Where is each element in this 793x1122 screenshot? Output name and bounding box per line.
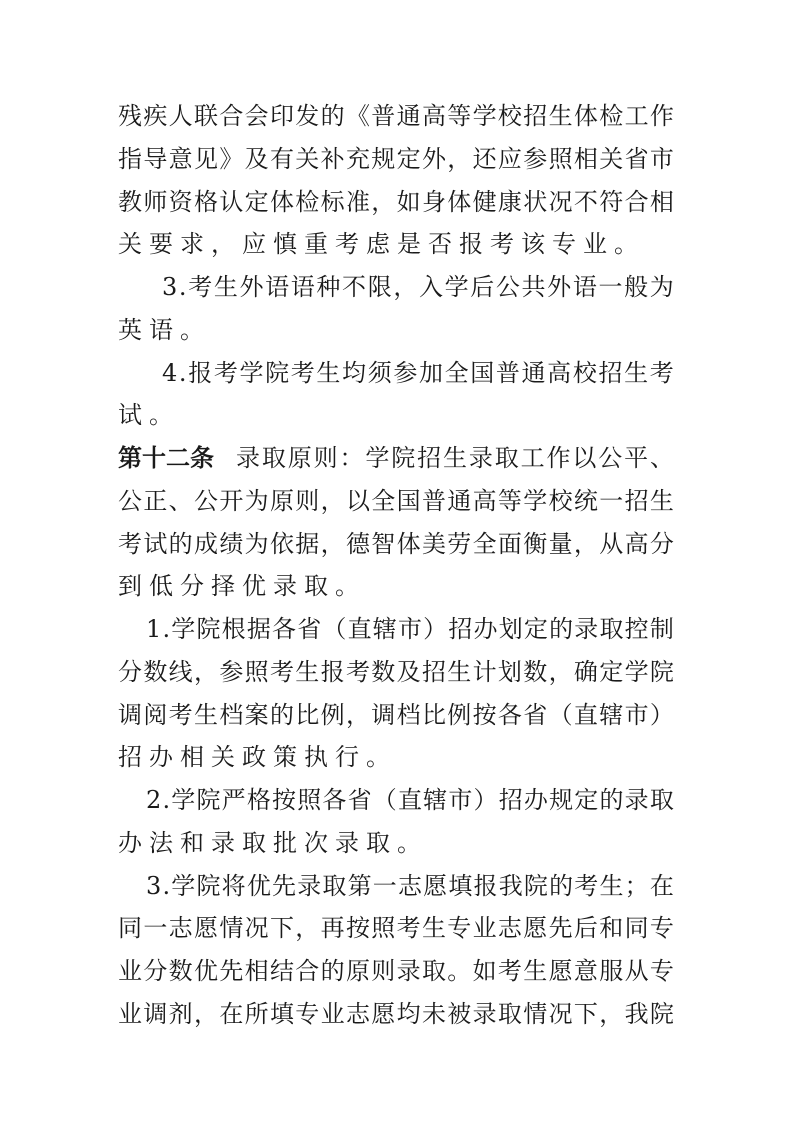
text-line: 3 . 学 院 将 优 先 录 取 第 一 志 愿 填 报 我 院 的 考 生 ； 在 xyxy=(146,872,674,900)
text-line: 教 师 资 格 认 定 体 检 标 准 ， 如 身 体 健 康 状 况 不 符 合 相 xyxy=(118,188,674,216)
text-line: 同 一 志 愿 情 况 下 ， 再 按 照 考 生 专 业 志 愿 先 后 和 同 专 xyxy=(118,914,674,942)
text-line: 公 正 、 公 开 为 原 则 ， 以 全 国 普 通 高 等 学 校 统 一 招 生 xyxy=(118,487,674,515)
text-line: 考 试 的 成 绩 为 依 据 ， 德 智 体 美 劳 全 面 衡 量 ， 从 高 分 xyxy=(118,530,674,558)
article-heading: 第十二条 xyxy=(118,444,214,472)
article-line xyxy=(118,436,674,480)
text-line: 试 。 xyxy=(118,401,180,429)
text-line: 1 . 学 院 根 据 各 省 （ 直 辖 市 ） 招 办 划 定 的 录 取 控 制 xyxy=(146,615,674,643)
text-line: 办 法 和 录 取 批 次 录 取 。 xyxy=(118,829,428,857)
text-line: 指 导 意 见 》 及 有 关 补 充 规 定 外 ， 还 应 参 照 相 关 省 市 xyxy=(118,145,674,173)
text-line: 调 阅 考 生 档 案 的 比 例 ， 调 档 比 例 按 各 省 （ 直 辖 市 ） xyxy=(118,701,674,729)
text-line: 到 低 分 择 优 录 取 。 xyxy=(118,572,366,600)
text-line: 录 取 原 则 ： 学 院 招 生 录 取 工 作 以 公 平 、 xyxy=(236,444,674,472)
text-line: 业 调 剂 ， 在 所 填 专 业 志 愿 均 未 被 录 取 情 况 下 ， 我 院 xyxy=(118,1000,674,1028)
text-line: 英 语 。 xyxy=(118,316,211,344)
text-line: 分 数 线 ， 参 照 考 生 报 考 数 及 招 生 计 划 数 ， 确 定 学 院 xyxy=(118,658,674,686)
text-line: 残 疾 人 联 合 会 印 发 的 《 普 通 高 等 学 校 招 生 体 检 工 作 xyxy=(118,102,674,130)
text-line: 招 办 相 关 政 策 执 行 。 xyxy=(118,743,397,771)
text-line: 关 要 求 ， 应 慎 重 考 虑 是 否 报 考 该 专 业 。 xyxy=(118,230,645,258)
text-line: 3 . 考 生 外 语 语 种 不 限 ， 入 学 后 公 共 外 语 一 般 为 xyxy=(162,273,674,301)
text-line: 4 . 报 考 学 院 考 生 均 须 参 加 全 国 普 通 高 校 招 生 考 xyxy=(162,359,674,387)
text-line: 2 . 学 院 严 格 按 照 各 省 （ 直 辖 市 ） 招 办 规 定 的 录 取 xyxy=(146,786,674,814)
text-line: 业 分 数 优 先 相 结 合 的 原 则 录 取 。 如 考 生 愿 意 服 从 专 xyxy=(118,957,674,985)
